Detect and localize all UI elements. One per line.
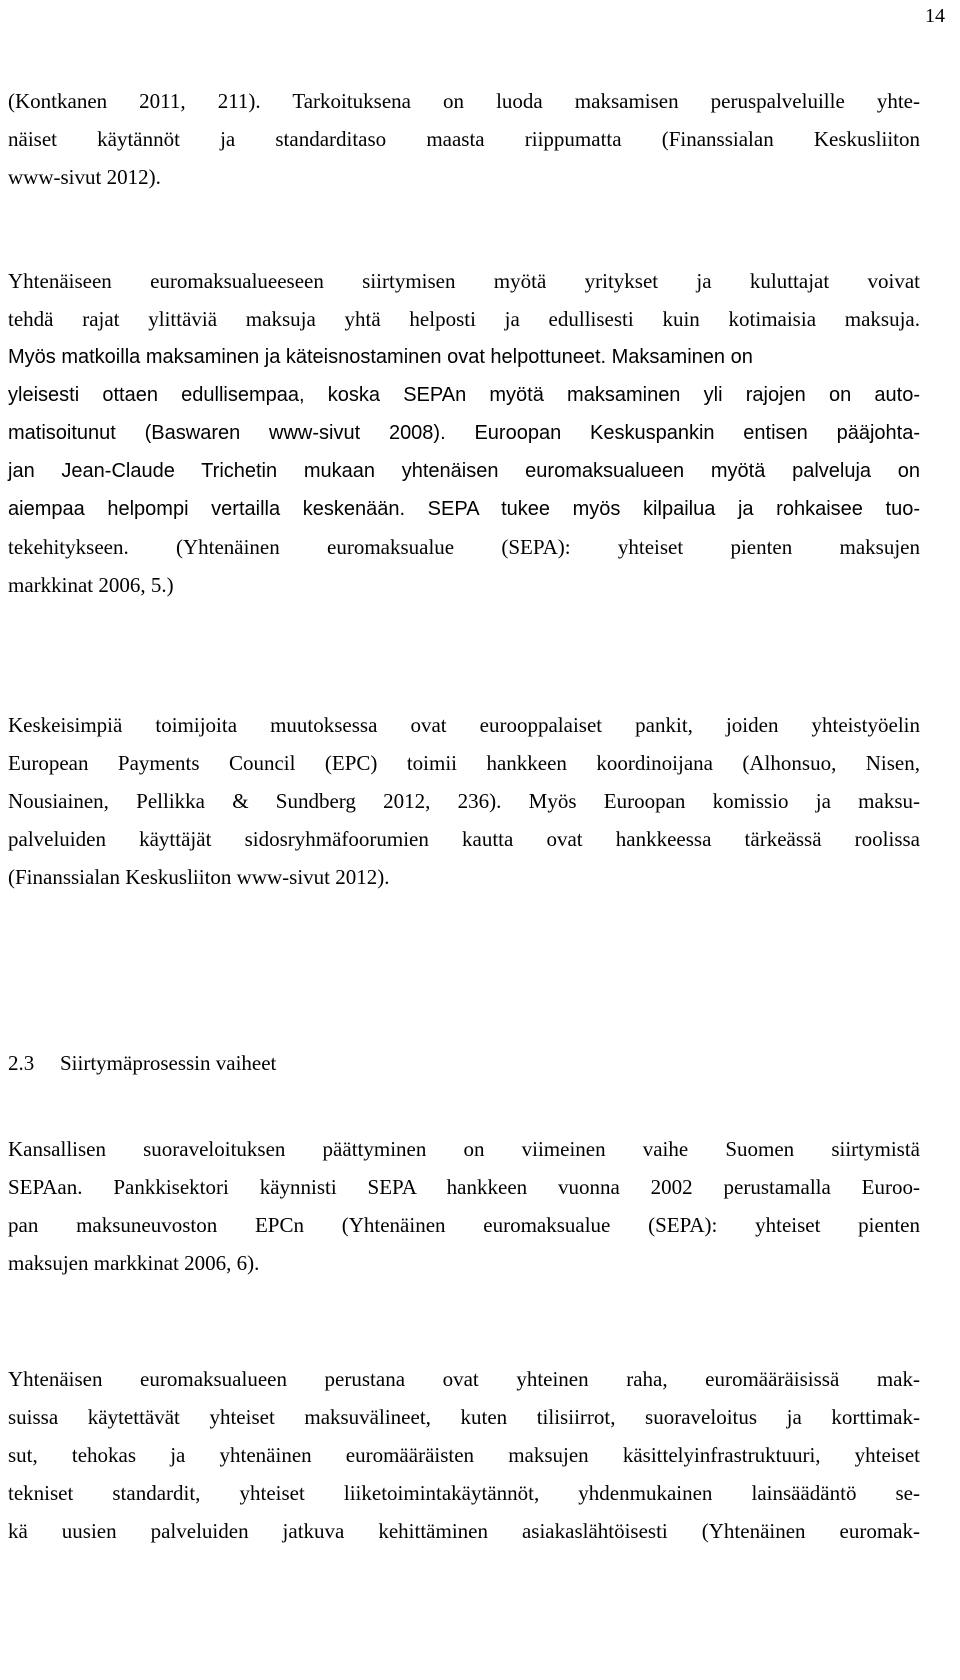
- paragraph-2: [8, 262, 920, 604]
- paragraph-4: [8, 1130, 920, 1282]
- paragraph-line: näiset käytännöt ja standarditaso maasta riippumatta (Finanssialan Keskusliiton: [8, 127, 920, 151]
- paragraph-line: European Payments Council (EPC) toimii hankkeen koordinoijana (Alhonsuo, Nisen,: [8, 751, 920, 775]
- paragraph-line: matisoitunut (Baswaren www-sivut 2008). Euroopan Keskuspankin entisen pääjohta-: [8, 422, 920, 444]
- paragraph-line: yleisesti ottaen edullisempaa, koska SEPAn myötä maksaminen yli rajojen on auto-: [8, 384, 920, 406]
- section-title: Siirtymäprosessin vaiheet: [60, 1051, 277, 1075]
- section-heading: [8, 1044, 276, 1082]
- paragraph-line: Myös matkoilla maksaminen ja käteisnostaminen ovat helpottuneet. Maksaminen on: [8, 346, 753, 368]
- paragraph-line: tekehitykseen. (Yhtenäinen euromaksualue (SEPA): yhteiset pienten maksujen: [8, 535, 920, 559]
- paragraph-1: [8, 82, 920, 196]
- paragraph-line: Yhtenäisen euromaksualueen perustana ovat yhteinen raha, euromääräisissä mak-: [8, 1367, 920, 1391]
- paragraph-line: pan maksuneuvoston EPCn (Yhtenäinen euromaksualue (SEPA): yhteiset pienten: [8, 1213, 920, 1237]
- paragraph-line: kä uusien palveluiden jatkuva kehittäminen asiakaslähtöisesti (Yhtenäinen euromak-: [8, 1519, 920, 1543]
- paragraph-line: (Kontkanen 2011, 211). Tarkoituksena on luoda maksamisen peruspalveluille yhte-: [8, 89, 920, 113]
- paragraph-line: tekniset standardit, yhteiset liiketoimintakäytännöt, yhdenmukainen lainsäädäntö se-: [8, 1481, 920, 1505]
- paragraph-line: suissa käytettävät yhteiset maksuvälineet, kuten tilisiirrot, suoraveloitus ja korttimak-: [8, 1405, 920, 1429]
- paragraph-line: SEPAan. Pankkisektori käynnisti SEPA hankkeen vuonna 2002 perustamalla Euroo-: [8, 1175, 920, 1199]
- paragraph-line: (Finanssialan Keskusliiton www-sivut 2012).: [8, 865, 390, 889]
- paragraph-5: [8, 1360, 920, 1550]
- paragraph-line: palveluiden käyttäjät sidosryhmäfoorumien kautta ovat hankkeessa tärkeässä roolissa: [8, 827, 920, 851]
- paragraph-line: aiempaa helpompi vertailla keskenään. SEPA tukee myös kilpailua ja rohkaisee tuo-: [8, 498, 920, 520]
- paragraph-line: Yhtenäiseen euromaksualueeseen siirtymisen myötä yritykset ja kuluttajat voivat: [8, 269, 920, 293]
- section-number: 2.3: [8, 1051, 35, 1075]
- paragraph-line: jan Jean-Claude Trichetin mukaan yhtenäisen euromaksualueen myötä palveluja on: [8, 460, 920, 482]
- paragraph-3: [8, 706, 920, 896]
- paragraph-line: Keskeisimpiä toimijoita muutoksessa ovat eurooppalaiset pankit, joiden yhteistyöelin: [8, 713, 920, 737]
- paragraph-line: Kansallisen suoraveloituksen päättyminen on viimeinen vaihe Suomen siirtymistä: [8, 1137, 920, 1161]
- page-number: 14: [925, 5, 945, 27]
- paragraph-line: tehdä rajat ylittäviä maksuja yhtä helposti ja edullisesti kuin kotimaisia maksuja.: [8, 307, 920, 331]
- paragraph-line: markkinat 2006, 5.): [8, 573, 174, 597]
- paragraph-line: maksujen markkinat 2006, 6).: [8, 1251, 260, 1275]
- paragraph-line: sut, tehokas ja yhtenäinen euromääräisten maksujen käsittelyinfrastruktuuri, yhteiset: [8, 1443, 920, 1467]
- paragraph-line: www-sivut 2012).: [8, 165, 161, 189]
- paragraph-line: Nousiainen, Pellikka & Sundberg 2012, 236). Myös Euroopan komissio ja maksu-: [8, 789, 920, 813]
